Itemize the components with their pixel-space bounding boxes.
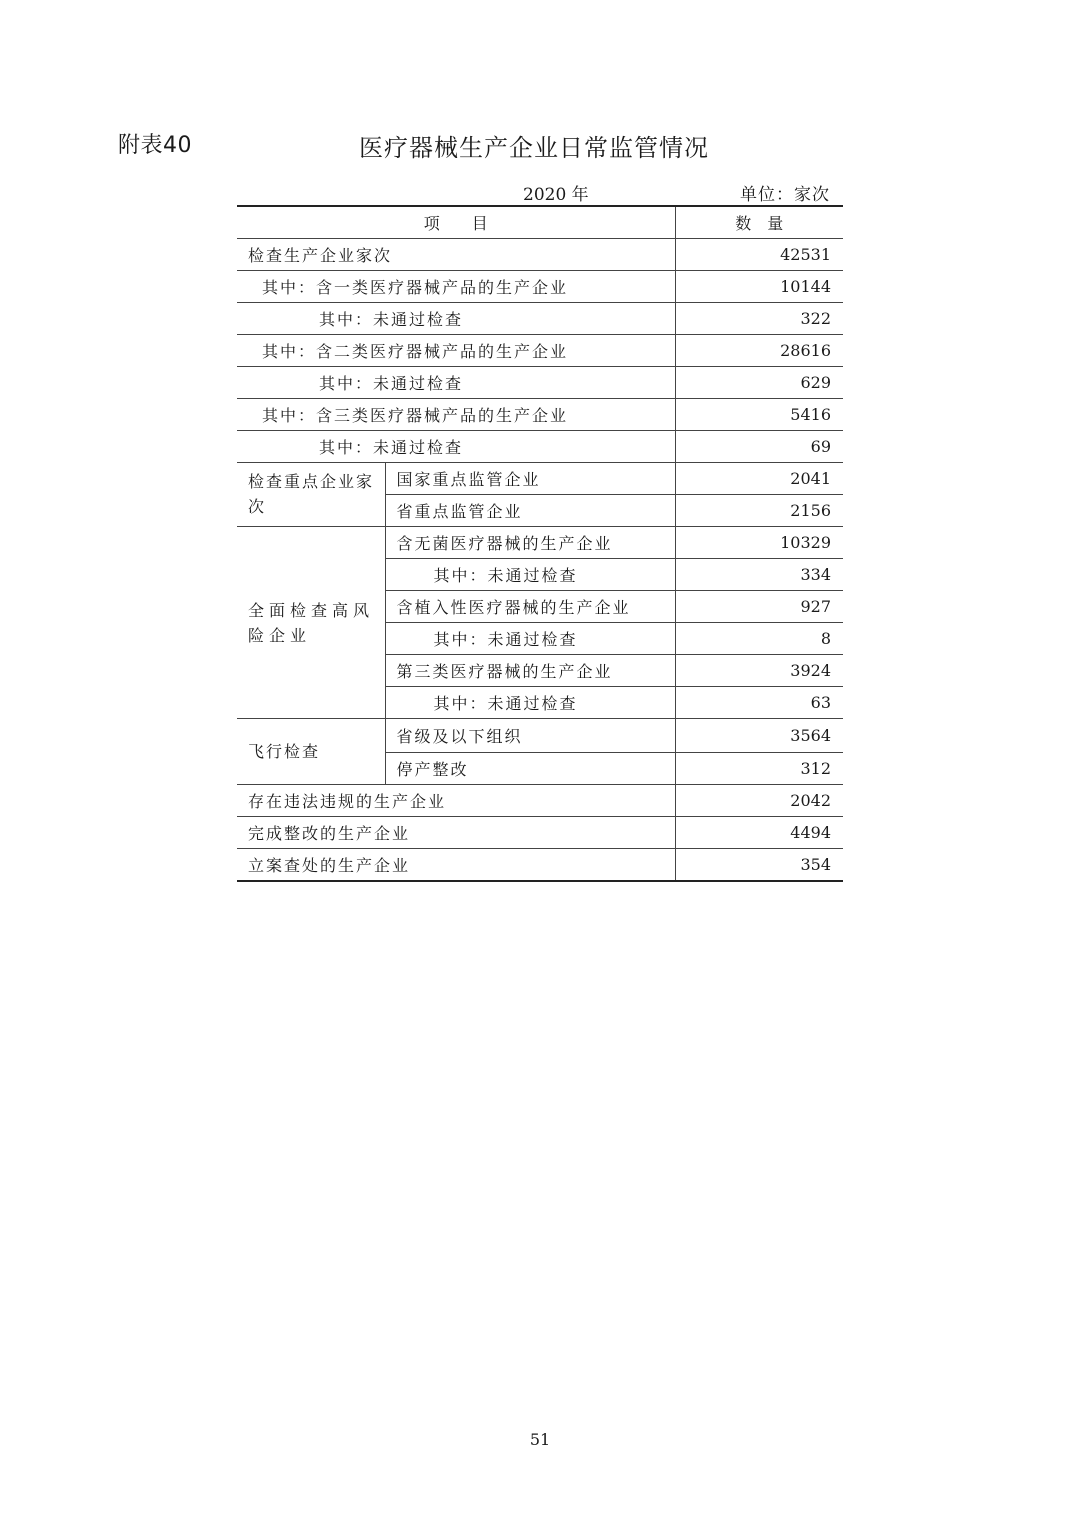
- row-label: 其中：含三类医疗器械产品的生产企业: [237, 399, 675, 431]
- row-label: 其中：未通过检查: [237, 431, 675, 463]
- row-value: 69: [675, 431, 843, 463]
- row-value: 312: [675, 753, 843, 785]
- table-row: [237, 527, 843, 559]
- row-value: 63: [675, 687, 843, 719]
- table-row: [237, 817, 843, 849]
- row-value: 629: [675, 367, 843, 399]
- row-value: 334: [675, 559, 843, 591]
- group-label-flight-inspection: 飞行检查: [237, 719, 385, 785]
- stats-table: [237, 205, 843, 882]
- table-header-row: [237, 206, 843, 239]
- row-label: 检查生产企业家次: [237, 239, 675, 271]
- row-label: 完成整改的生产企业: [237, 817, 675, 849]
- page-number: 51: [529, 1430, 551, 1449]
- row-label: 其中：未通过检查: [385, 623, 675, 655]
- row-label: 其中：含一类医疗器械产品的生产企业: [237, 271, 675, 303]
- row-label: 省级及以下组织: [385, 719, 675, 753]
- table-row: [237, 335, 843, 367]
- group-label-high-risk: 全面检查高风险企业: [237, 527, 385, 719]
- row-label: 存在违法违规的生产企业: [237, 785, 675, 817]
- appendix-label: 附表40: [118, 133, 192, 158]
- table-row: [237, 367, 843, 399]
- row-value: 354: [675, 849, 843, 882]
- table-row: [237, 431, 843, 463]
- column-header-quantity: 数 量: [675, 206, 843, 239]
- group-label-key-enterprises: 检查重点企业家次: [237, 463, 385, 527]
- unit-label: 单位：家次: [740, 185, 830, 205]
- row-label: 省重点监管企业: [385, 495, 675, 527]
- row-label: 立案查处的生产企业: [237, 849, 675, 882]
- row-label: 含植入性医疗器械的生产企业: [385, 591, 675, 623]
- row-label: 停产整改: [385, 753, 675, 785]
- row-value: 28616: [675, 335, 843, 367]
- row-label: 其中：未通过检查: [385, 559, 675, 591]
- table-row: [237, 719, 843, 753]
- row-label: 其中：含二类医疗器械产品的生产企业: [237, 335, 675, 367]
- table-row: [237, 463, 843, 495]
- table-row: [237, 239, 843, 271]
- row-value: 2156: [675, 495, 843, 527]
- row-value: 322: [675, 303, 843, 335]
- row-label: 其中：未通过检查: [237, 367, 675, 399]
- row-value: 3924: [675, 655, 843, 687]
- row-value: 4494: [675, 817, 843, 849]
- table-row: [237, 303, 843, 335]
- row-value: 8: [675, 623, 843, 655]
- row-value: 5416: [675, 399, 843, 431]
- column-header-item: 项 目: [237, 206, 675, 239]
- row-label: 含无菌医疗器械的生产企业: [385, 527, 675, 559]
- row-value: 3564: [675, 719, 843, 753]
- row-label: 国家重点监管企业: [385, 463, 675, 495]
- row-value: 10144: [675, 271, 843, 303]
- row-value: 927: [675, 591, 843, 623]
- row-label: 第三类医疗器械的生产企业: [385, 655, 675, 687]
- table-row: [237, 849, 843, 882]
- row-value: 10329: [675, 527, 843, 559]
- page-title: 医疗器械生产企业日常监管情况: [359, 134, 709, 162]
- table-row: [237, 399, 843, 431]
- row-label: 其中：未通过检查: [237, 303, 675, 335]
- year-label: 2020 年: [523, 185, 589, 205]
- row-label: 其中：未通过检查: [385, 687, 675, 719]
- row-value: 42531: [675, 239, 843, 271]
- row-value: 2042: [675, 785, 843, 817]
- table-row: [237, 785, 843, 817]
- table-row: [237, 271, 843, 303]
- row-value: 2041: [675, 463, 843, 495]
